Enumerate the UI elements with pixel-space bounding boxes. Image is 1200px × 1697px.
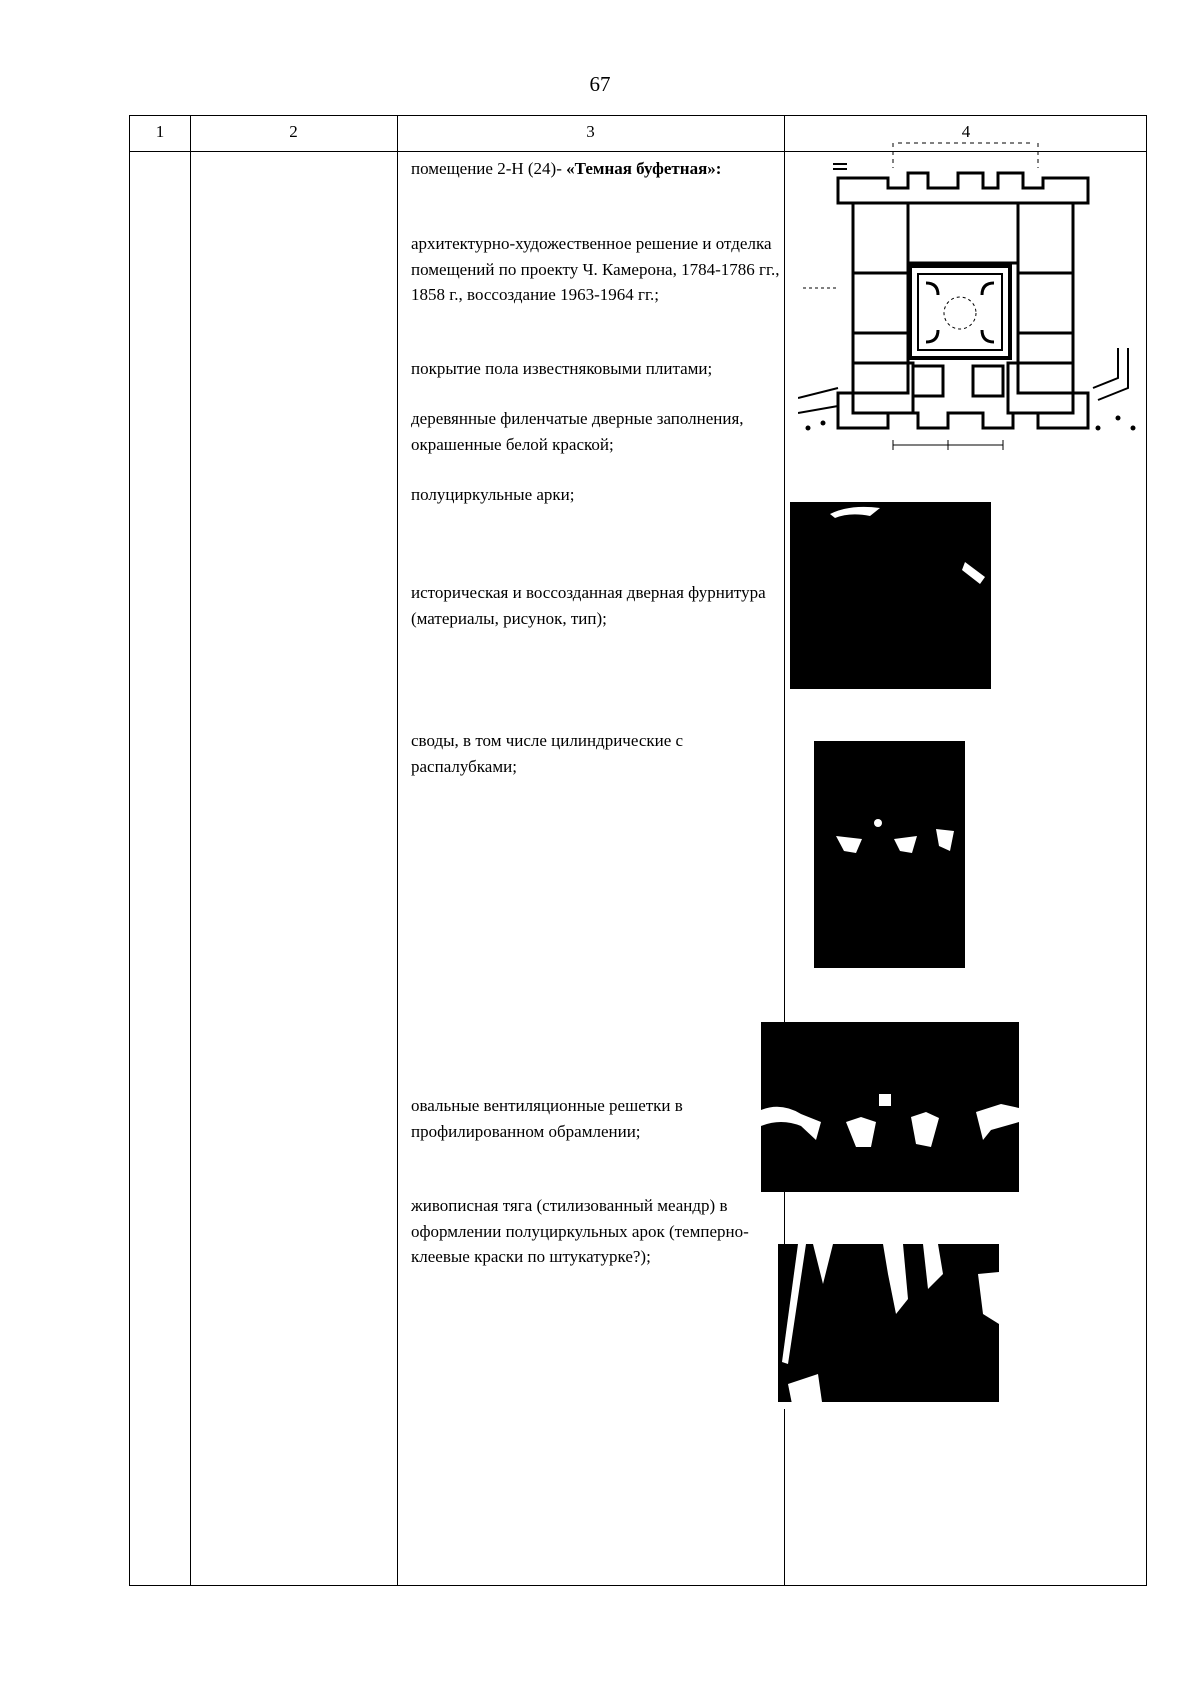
feature-item: архитектурно-художественное решение и отделка помещений по проекту Ч. Камерона, 1784-1786 гг., 1858 г., воссоздание 1963-1964 гг.; <box>411 234 780 304</box>
room-prefix: помещение 2-Н (24)- <box>411 159 567 178</box>
photo-vaults-image <box>814 741 965 968</box>
room-name: «Темная буфетная»: <box>566 159 722 178</box>
feature-item: покрытие пола известняковыми плитами; <box>411 359 713 378</box>
description-table <box>129 115 1147 1586</box>
feature-item: живописная тяга (стилизованный меандр) в оформлении полуциркульных арок (темперно-клеевые краски по штукатурке?); <box>411 1196 749 1266</box>
photo-meander-frieze-image <box>778 1244 999 1409</box>
feature-item: овальные вентиляционные решетки в профилированном обрамлении; <box>411 1096 683 1141</box>
photo-arches <box>790 502 991 689</box>
feature-item: своды, в том числе цилиндрические с распалубками; <box>411 731 684 776</box>
floor-plan-image <box>798 138 1138 458</box>
column-header-1: 1 <box>155 122 165 141</box>
photo-ventilation-grilles <box>761 1022 1019 1192</box>
column-header-3: 3 <box>586 122 595 141</box>
room-title <box>411 156 791 182</box>
photo-ventilation-grilles-image <box>761 1022 1019 1192</box>
column-divider <box>397 116 398 1585</box>
column-header-2: 2 <box>289 122 298 141</box>
feature-item: полуциркульные арки; <box>411 485 575 504</box>
column-header-4: 4 <box>961 122 971 141</box>
photo-meander-frieze <box>778 1244 999 1409</box>
page-number: 67 <box>589 72 611 96</box>
photo-arches-image <box>790 502 991 689</box>
photo-vaults <box>814 741 965 968</box>
feature-item: историческая и воссозданная дверная фурнитура (материалы, рисунок, тип); <box>411 583 766 628</box>
column-divider <box>190 116 191 1585</box>
feature-item: деревянные филенчатые дверные заполнения, окрашенные белой краской; <box>411 409 744 454</box>
